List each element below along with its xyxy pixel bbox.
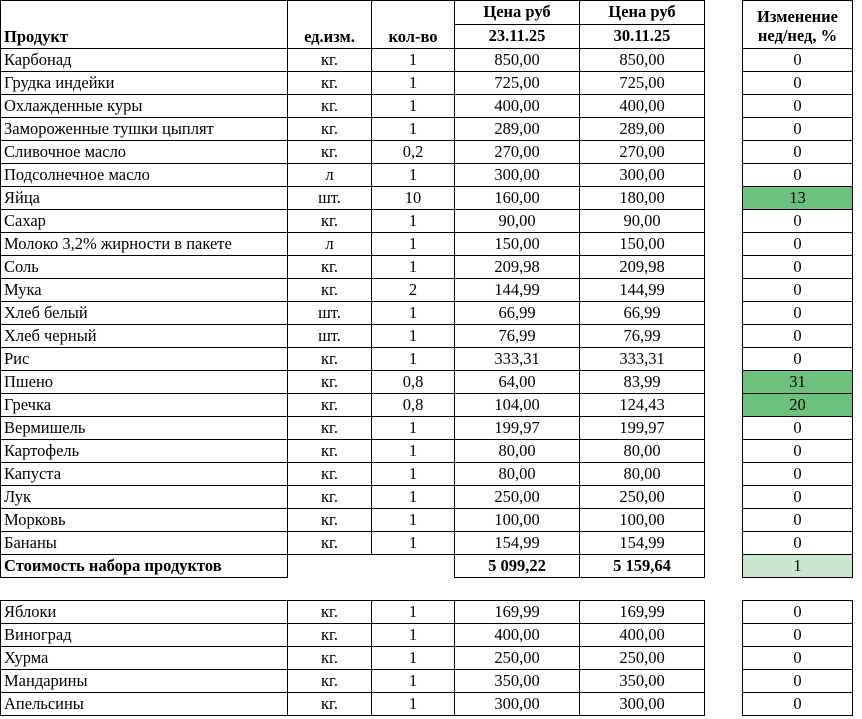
fruit-row-price1: 250,00: [454, 646, 580, 670]
table-row-price2: 199,97: [579, 416, 705, 440]
table-row-qty: 0,2: [371, 140, 455, 164]
fruit-row-price1: 400,00: [454, 623, 580, 647]
table-row-product: Гречка: [0, 393, 288, 417]
table-row-price2: 144,99: [579, 278, 705, 302]
fruit-row-change: 0: [742, 600, 853, 624]
table-row-price1: 199,97: [454, 416, 580, 440]
table-row-change: 0: [742, 117, 853, 141]
table-row-price2: 150,00: [579, 232, 705, 256]
table-row-change: 20: [742, 393, 853, 417]
table-row-qty: 1: [371, 94, 455, 118]
table-row-qty: 1: [371, 324, 455, 348]
table-row-qty: 0,8: [371, 370, 455, 394]
table-row-price2: 76,99: [579, 324, 705, 348]
header-change: [742, 0, 853, 49]
table-row-price2: 850,00: [579, 48, 705, 72]
table-row-price2: 270,00: [579, 140, 705, 164]
fruit-row-unit: кг.: [287, 669, 372, 693]
table-row-change: 0: [742, 347, 853, 371]
table-row-product: Подсолнечное масло: [0, 163, 288, 187]
table-row-unit: кг.: [287, 485, 372, 509]
table-row-product: Рис: [0, 347, 288, 371]
table-row-product: Замороженные тушки цыплят: [0, 117, 288, 141]
header-unit: ед.изм.: [287, 0, 372, 49]
table-row-price2: 124,43: [579, 393, 705, 417]
table-row-unit: кг.: [287, 462, 372, 486]
fruit-row-price2: 169,99: [579, 600, 705, 624]
table-row-price2: 100,00: [579, 508, 705, 532]
table-row-change: 13: [742, 186, 853, 210]
table-row-change: 0: [742, 301, 853, 325]
fruit-row-change: 0: [742, 623, 853, 647]
table-row-product: Морковь: [0, 508, 288, 532]
header-qty: кол-во: [371, 0, 455, 49]
table-row-qty: 1: [371, 163, 455, 187]
table-row-price1: 300,00: [454, 163, 580, 187]
table-row-unit: кг.: [287, 278, 372, 302]
table-row-unit: л: [287, 232, 372, 256]
table-row-price1: 209,98: [454, 255, 580, 279]
table-row-qty: 1: [371, 531, 455, 555]
table-row-price1: 80,00: [454, 462, 580, 486]
table-row-unit: л: [287, 163, 372, 187]
table-row-unit: шт.: [287, 301, 372, 325]
table-row-product: Бананы: [0, 531, 288, 555]
table-row-qty: 1: [371, 71, 455, 95]
table-row-change: 0: [742, 163, 853, 187]
header-price2-date: 30.11.25: [579, 24, 705, 49]
table-row-qty: 2: [371, 278, 455, 302]
table-row-unit: кг.: [287, 48, 372, 72]
total-change: 1: [742, 554, 853, 578]
table-row-unit: шт.: [287, 186, 372, 210]
table-row-price1: 144,99: [454, 278, 580, 302]
table-row-qty: 1: [371, 255, 455, 279]
table-row-qty: 1: [371, 416, 455, 440]
fruit-row-change: 0: [742, 646, 853, 670]
table-row-change: 0: [742, 48, 853, 72]
table-row-price1: 400,00: [454, 94, 580, 118]
fruit-row-change: 0: [742, 669, 853, 693]
fruit-row-product: Мандарины: [0, 669, 288, 693]
table-row-unit: кг.: [287, 508, 372, 532]
table-row-price1: 66,99: [454, 301, 580, 325]
table-row-unit: кг.: [287, 370, 372, 394]
fruit-row-price2: 350,00: [579, 669, 705, 693]
table-row-change: 0: [742, 508, 853, 532]
table-row-price1: 80,00: [454, 439, 580, 463]
table-row-qty: 1: [371, 301, 455, 325]
table-row-product: Сахар: [0, 209, 288, 233]
table-row-price2: 90,00: [579, 209, 705, 233]
table-row-change: 0: [742, 531, 853, 555]
table-row-price1: 154,99: [454, 531, 580, 555]
table-row-unit: кг.: [287, 347, 372, 371]
table-row-change: 0: [742, 94, 853, 118]
fruit-row-qty: 1: [371, 692, 455, 716]
fruit-row-qty: 1: [371, 669, 455, 693]
header-product: Продукт: [0, 0, 288, 49]
fruit-row-qty: 1: [371, 623, 455, 647]
fruit-row-product: Виноград: [0, 623, 288, 647]
table-row-qty: 0,8: [371, 393, 455, 417]
table-row-unit: кг.: [287, 439, 372, 463]
fruit-row-price2: 400,00: [579, 623, 705, 647]
fruit-row-change: 0: [742, 692, 853, 716]
table-row-price1: 150,00: [454, 232, 580, 256]
table-row-product: Соль: [0, 255, 288, 279]
table-row-price2: 180,00: [579, 186, 705, 210]
table-row-change: 0: [742, 278, 853, 302]
table-row-qty: 1: [371, 232, 455, 256]
fruit-row-qty: 1: [371, 646, 455, 670]
table-row-price2: 333,31: [579, 347, 705, 371]
table-row-unit: кг.: [287, 117, 372, 141]
table-row-change: 0: [742, 209, 853, 233]
table-row-change: 0: [742, 439, 853, 463]
table-row-product: Мука: [0, 278, 288, 302]
table-row-price2: 209,98: [579, 255, 705, 279]
table-row-qty: 1: [371, 508, 455, 532]
fruit-row-price2: 300,00: [579, 692, 705, 716]
table-row-product: Яйца: [0, 186, 288, 210]
table-row-price2: 80,00: [579, 462, 705, 486]
table-row-price1: 160,00: [454, 186, 580, 210]
fruit-row-price1: 350,00: [454, 669, 580, 693]
header-change-line2: нед/нед, %: [757, 26, 838, 45]
table-row-change: 0: [742, 462, 853, 486]
table-row-price2: 400,00: [579, 94, 705, 118]
table-row-product: Картофель: [0, 439, 288, 463]
table-row-qty: 1: [371, 462, 455, 486]
table-row-price2: 289,00: [579, 117, 705, 141]
table-row-qty: 1: [371, 48, 455, 72]
table-row-unit: кг.: [287, 94, 372, 118]
header-change-line1: Изменение: [757, 7, 838, 26]
table-row-unit: кг.: [287, 71, 372, 95]
total-price1: 5 099,22: [454, 554, 580, 578]
table-row-qty: 1: [371, 439, 455, 463]
table-row-price1: 725,00: [454, 71, 580, 95]
table-row-qty: 1: [371, 117, 455, 141]
fruit-row-product: Хурма: [0, 646, 288, 670]
table-row-change: 0: [742, 232, 853, 256]
table-row-unit: кг.: [287, 531, 372, 555]
table-row-price2: 300,00: [579, 163, 705, 187]
table-row-product: Лук: [0, 485, 288, 509]
table-row-change: 31: [742, 370, 853, 394]
table-row-price1: 76,99: [454, 324, 580, 348]
table-row-product: Карбонад: [0, 48, 288, 72]
header-price1-label: Цена руб: [454, 0, 580, 25]
fruit-row-product: Апельсины: [0, 692, 288, 716]
table-row-price2: 80,00: [579, 439, 705, 463]
table-row-price2: 725,00: [579, 71, 705, 95]
table-row-product: Молоко 3,2% жирности в пакете: [0, 232, 288, 256]
table-row-unit: кг.: [287, 209, 372, 233]
fruit-row-qty: 1: [371, 600, 455, 624]
fruit-row-price2: 250,00: [579, 646, 705, 670]
fruit-row-price1: 169,99: [454, 600, 580, 624]
header-price2-label: Цена руб: [579, 0, 705, 25]
total-price2: 5 159,64: [579, 554, 705, 578]
table-row-price1: 90,00: [454, 209, 580, 233]
table-row-product: Охлажденные куры: [0, 94, 288, 118]
table-row-change: 0: [742, 324, 853, 348]
table-row-price2: 83,99: [579, 370, 705, 394]
fruit-row-unit: кг.: [287, 600, 372, 624]
fruit-row-unit: кг.: [287, 692, 372, 716]
table-row-product: Хлеб белый: [0, 301, 288, 325]
table-row-price1: 104,00: [454, 393, 580, 417]
table-row-change: 0: [742, 140, 853, 164]
table-row-change: 0: [742, 255, 853, 279]
table-row-unit: кг.: [287, 140, 372, 164]
table-row-product: Пшено: [0, 370, 288, 394]
total-label: Стоимость набора продуктов: [0, 554, 288, 578]
table-row-unit: шт.: [287, 324, 372, 348]
table-row-unit: кг.: [287, 255, 372, 279]
table-row-price1: 250,00: [454, 485, 580, 509]
table-row-product: Сливочное масло: [0, 140, 288, 164]
fruit-row-unit: кг.: [287, 623, 372, 647]
table-row-change: 0: [742, 485, 853, 509]
table-row-change: 0: [742, 71, 853, 95]
table-row-price1: 850,00: [454, 48, 580, 72]
table-row-price1: 100,00: [454, 508, 580, 532]
table-row-qty: 1: [371, 347, 455, 371]
table-row-price1: 64,00: [454, 370, 580, 394]
table-row-qty: 1: [371, 485, 455, 509]
fruit-row-unit: кг.: [287, 646, 372, 670]
table-row-unit: кг.: [287, 393, 372, 417]
table-row-price2: 66,99: [579, 301, 705, 325]
table-row-price2: 250,00: [579, 485, 705, 509]
table-row-product: Капуста: [0, 462, 288, 486]
table-row-change: 0: [742, 416, 853, 440]
table-row-product: Вермишель: [0, 416, 288, 440]
header-price1-date: 23.11.25: [454, 24, 580, 49]
fruit-row-product: Яблоки: [0, 600, 288, 624]
table-row-qty: 10: [371, 186, 455, 210]
table-row-product: Хлеб черный: [0, 324, 288, 348]
table-row-price1: 333,31: [454, 347, 580, 371]
table-row-qty: 1: [371, 209, 455, 233]
fruit-row-price1: 300,00: [454, 692, 580, 716]
table-row-price1: 270,00: [454, 140, 580, 164]
table-row-unit: кг.: [287, 416, 372, 440]
table-row-price1: 289,00: [454, 117, 580, 141]
table-row-price2: 154,99: [579, 531, 705, 555]
table-row-product: Грудка индейки: [0, 71, 288, 95]
